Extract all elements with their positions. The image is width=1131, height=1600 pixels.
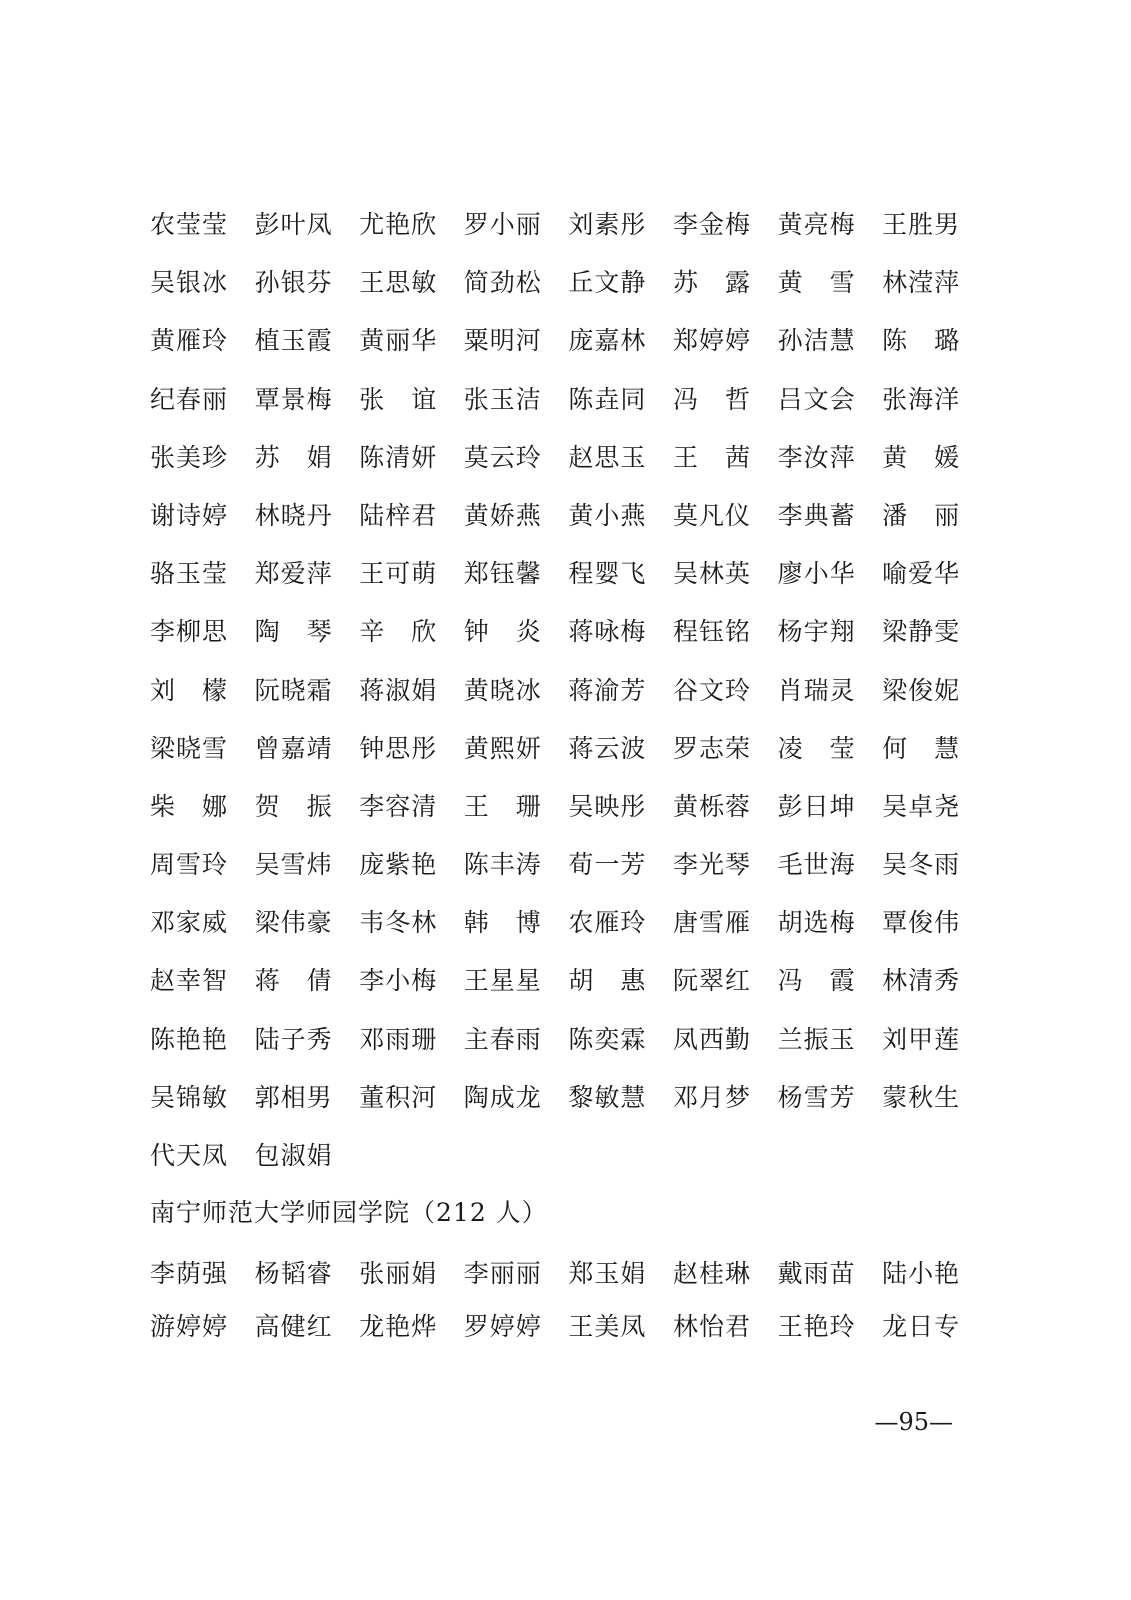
person-name: 李光琴 bbox=[672, 850, 751, 880]
person-name: 黄丽华 bbox=[359, 326, 438, 356]
person-name: 李金梅 bbox=[672, 210, 751, 239]
person-name: 郑婷婷 bbox=[672, 326, 751, 356]
person-name: 蒋淑娟 bbox=[359, 675, 438, 705]
person-name: 柴 娜 bbox=[150, 791, 229, 821]
person-name: 黄 媛 bbox=[882, 442, 961, 472]
name-list-part2 bbox=[150, 1248, 987, 1353]
person-name: 戴雨苗 bbox=[777, 1259, 856, 1288]
person-name: 莫凡仪 bbox=[672, 500, 751, 530]
person-name: 游婷婷 bbox=[150, 1311, 229, 1341]
person-name: 简劲松 bbox=[463, 268, 542, 298]
person-name: 陆小艳 bbox=[882, 1259, 961, 1288]
person-name: 高健红 bbox=[254, 1311, 333, 1341]
person-name: 覃景梅 bbox=[254, 384, 333, 414]
person-name: 林滢萍 bbox=[882, 268, 961, 298]
person-name: 贺 振 bbox=[254, 791, 333, 821]
person-name: 彭日坤 bbox=[777, 791, 856, 821]
person-name: 喻爱华 bbox=[882, 559, 961, 589]
person-name: 莫云玲 bbox=[463, 442, 542, 472]
person-name: 孙银芬 bbox=[254, 268, 333, 298]
person-name: 荀一芳 bbox=[568, 850, 647, 880]
person-name: 杨韬睿 bbox=[254, 1259, 333, 1288]
person-name: 谷文玲 bbox=[672, 675, 751, 705]
person-name: 吴冬雨 bbox=[882, 850, 961, 880]
person-name: 李典蓄 bbox=[777, 500, 856, 530]
person-name: 罗小丽 bbox=[463, 210, 542, 239]
person-name: 钟思彤 bbox=[359, 733, 438, 763]
person-name: 赵思玉 bbox=[568, 442, 647, 472]
person-name: 林晓丹 bbox=[254, 500, 333, 530]
person-name: 肖瑞灵 bbox=[777, 675, 856, 705]
person-name: 农雁玲 bbox=[568, 908, 647, 938]
person-name: 罗婷婷 bbox=[463, 1311, 542, 1341]
person-name: 王 茜 bbox=[672, 442, 751, 472]
person-name: 王美凤 bbox=[568, 1311, 647, 1341]
person-name: 冯 霞 bbox=[777, 966, 856, 996]
person-name: 潘 丽 bbox=[882, 500, 961, 530]
person-name: 黄小燕 bbox=[568, 500, 647, 530]
person-name: 郭相男 bbox=[254, 1082, 333, 1112]
person-name: 陆梓君 bbox=[359, 500, 438, 530]
person-name: 蒋 倩 bbox=[254, 966, 333, 996]
person-name: 孙洁慧 bbox=[777, 326, 856, 356]
person-name: 刘素彤 bbox=[568, 210, 647, 239]
person-name: 丘文静 bbox=[568, 268, 647, 298]
person-name: 黎敏慧 bbox=[568, 1082, 647, 1112]
person-name: 吴锦敏 bbox=[150, 1082, 229, 1112]
person-name: 张丽娟 bbox=[359, 1259, 438, 1288]
person-name: 李汝萍 bbox=[777, 442, 856, 472]
person-name: 王 珊 bbox=[463, 791, 542, 821]
person-name: 赵幸智 bbox=[150, 966, 229, 996]
person-name: 农莹莹 bbox=[150, 210, 229, 239]
person-name: 凌 莹 bbox=[777, 733, 856, 763]
person-name: 张美珍 bbox=[150, 442, 229, 472]
person-name: 吴卓尧 bbox=[882, 791, 961, 821]
person-name: 蒋渝芳 bbox=[568, 675, 647, 705]
person-name: 唐雪雁 bbox=[672, 908, 751, 938]
person-name: 张玉洁 bbox=[463, 384, 542, 414]
person-name: 郑钰馨 bbox=[463, 559, 542, 589]
person-name: 冯 哲 bbox=[672, 384, 751, 414]
person-name: 植玉霞 bbox=[254, 326, 333, 356]
person-name: 王可萌 bbox=[359, 559, 438, 589]
person-name: 韦冬林 bbox=[359, 908, 438, 938]
page-number: —95— bbox=[874, 1408, 953, 1436]
person-name: 郑玉娟 bbox=[568, 1259, 647, 1288]
person-name: 刘甲莲 bbox=[882, 1024, 961, 1054]
person-name: 张 谊 bbox=[359, 384, 438, 414]
person-name: 李容清 bbox=[359, 791, 438, 821]
person-name: 王胜男 bbox=[882, 210, 961, 239]
person-name: 庞嘉林 bbox=[568, 326, 647, 356]
person-name: 龙艳烨 bbox=[359, 1311, 438, 1341]
person-name: 蒋云波 bbox=[568, 733, 647, 763]
person-name: 杨宇翔 bbox=[777, 617, 856, 647]
person-name: 程婴飞 bbox=[568, 559, 647, 589]
person-name: 毛世海 bbox=[777, 850, 856, 880]
person-name: 骆玉莹 bbox=[150, 559, 229, 589]
person-name: 黄亮梅 bbox=[777, 210, 856, 239]
person-name: 黄娇燕 bbox=[463, 500, 542, 530]
person-name: 王艳玲 bbox=[777, 1311, 856, 1341]
person-name: 辛 欣 bbox=[359, 617, 438, 647]
person-name: 陈奕霖 bbox=[568, 1024, 647, 1054]
name-list-part1 bbox=[150, 196, 987, 1185]
person-name: 廖小华 bbox=[777, 559, 856, 589]
person-name: 陆子秀 bbox=[254, 1024, 333, 1054]
person-name: 苏 露 bbox=[672, 268, 751, 298]
person-name: 黄栎蓉 bbox=[672, 791, 751, 821]
person-name: 黄雁玲 bbox=[150, 326, 229, 356]
person-name: 梁晓雪 bbox=[150, 733, 229, 763]
person-name: 刘 檬 bbox=[150, 675, 229, 705]
person-name: 韩 博 bbox=[463, 908, 542, 938]
person-name: 尤艳欣 bbox=[359, 210, 438, 239]
person-name: 曾嘉靖 bbox=[254, 733, 333, 763]
person-name: 陈 璐 bbox=[882, 326, 961, 356]
person-name: 梁俊妮 bbox=[882, 675, 961, 705]
person-name: 林怡君 bbox=[672, 1311, 751, 1341]
person-name: 蒋咏梅 bbox=[568, 617, 647, 647]
person-name: 胡 惠 bbox=[568, 966, 647, 996]
person-name: 庞紫艳 bbox=[359, 850, 438, 880]
person-name: 龙日专 bbox=[882, 1311, 961, 1341]
person-name: 阮晓霜 bbox=[254, 675, 333, 705]
person-name: 梁静雯 bbox=[882, 617, 961, 647]
person-name: 陈艳艳 bbox=[150, 1024, 229, 1054]
person-name: 罗志荣 bbox=[672, 733, 751, 763]
person-name: 胡选梅 bbox=[777, 908, 856, 938]
person-name: 张海洋 bbox=[882, 384, 961, 414]
person-name: 李丽丽 bbox=[463, 1259, 542, 1288]
section-title: 南宁师范大学师园学院（212 人） bbox=[150, 1198, 548, 1227]
person-name: 邓雨珊 bbox=[359, 1024, 438, 1054]
person-name: 赵桂琳 bbox=[672, 1259, 751, 1288]
person-name: 苏 娟 bbox=[254, 442, 333, 472]
person-name: 吴雪炜 bbox=[254, 850, 333, 880]
person-name: 周雪玲 bbox=[150, 850, 229, 880]
person-name: 黄熙妍 bbox=[463, 733, 542, 763]
person-name: 董积河 bbox=[359, 1082, 438, 1112]
person-name: 李荫强 bbox=[150, 1259, 229, 1288]
person-name: 纪春丽 bbox=[150, 384, 229, 414]
person-name: 郑爱萍 bbox=[254, 559, 333, 589]
person-name: 邓月梦 bbox=[672, 1082, 751, 1112]
person-name: 凤西勤 bbox=[672, 1024, 751, 1054]
person-name: 林清秀 bbox=[882, 966, 961, 996]
person-name: 陈丰涛 bbox=[463, 850, 542, 880]
person-name: 杨雪芳 bbox=[777, 1082, 856, 1112]
person-name: 粟明河 bbox=[463, 326, 542, 356]
person-name: 阮翠红 bbox=[672, 966, 751, 996]
person-name: 黄晓冰 bbox=[463, 675, 542, 705]
person-name: 吴银冰 bbox=[150, 268, 229, 298]
person-name: 钟 炎 bbox=[463, 617, 542, 647]
person-name: 陈清妍 bbox=[359, 442, 438, 472]
person-name: 陶成龙 bbox=[463, 1082, 542, 1112]
person-name: 蒙秋生 bbox=[882, 1082, 961, 1112]
person-name: 李小梅 bbox=[359, 966, 438, 996]
person-name: 代天凤 bbox=[150, 1141, 229, 1170]
person-name: 陶 琴 bbox=[254, 617, 333, 647]
person-name: 程钰铭 bbox=[672, 617, 751, 647]
person-name: 王星星 bbox=[463, 966, 542, 996]
person-name: 王思敏 bbox=[359, 268, 438, 298]
person-name: 梁伟豪 bbox=[254, 908, 333, 938]
person-name: 兰振玉 bbox=[777, 1024, 856, 1054]
person-name: 何 慧 bbox=[882, 733, 961, 763]
person-name: 谢诗婷 bbox=[150, 500, 229, 530]
person-name: 彭叶凤 bbox=[254, 210, 333, 239]
person-name: 主春雨 bbox=[463, 1024, 542, 1054]
person-name: 黄 雪 bbox=[777, 268, 856, 298]
person-name: 覃俊伟 bbox=[882, 908, 961, 938]
person-name: 邓家威 bbox=[150, 908, 229, 938]
person-name: 吴林英 bbox=[672, 559, 751, 589]
person-name: 吴映彤 bbox=[568, 791, 647, 821]
person-name: 吕文会 bbox=[777, 384, 856, 414]
person-name: 李柳思 bbox=[150, 617, 229, 647]
person-name: 包淑娟 bbox=[254, 1141, 333, 1170]
person-name: 陈垚同 bbox=[568, 384, 647, 414]
